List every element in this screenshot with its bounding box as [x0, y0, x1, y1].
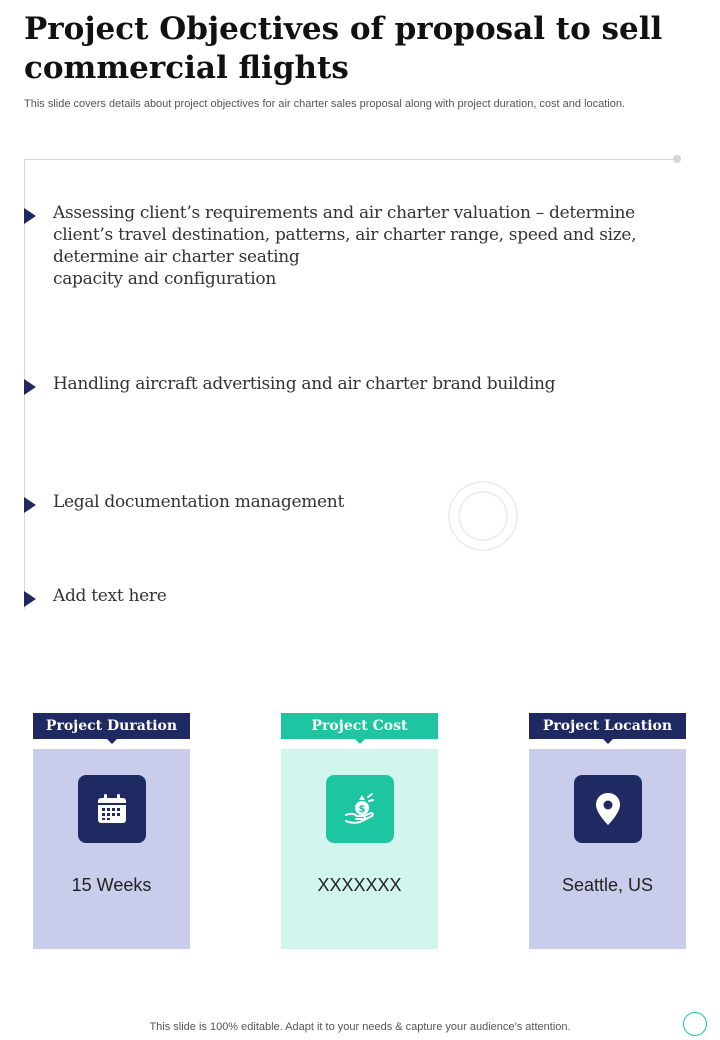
watermark-circle — [448, 481, 518, 551]
location-pin-icon — [574, 775, 642, 843]
card-header: Project Location — [529, 713, 686, 739]
objective-text: Legal documentation management — [53, 492, 344, 512]
money-hand-icon — [326, 775, 394, 843]
triangle-bullet-icon — [24, 591, 36, 607]
card-body — [33, 749, 190, 949]
card-header: Project Cost — [281, 713, 438, 739]
project-cost-card — [281, 713, 438, 895]
triangle-bullet-icon — [24, 379, 36, 395]
page-title: Project Objectives of proposal to sell commercial flights — [24, 11, 663, 86]
project-cost-value: XXXXXXX — [317, 875, 402, 895]
footer-note: This slide is 100% editable. Adapt it to your needs & capture your audience’s attention. — [149, 1021, 571, 1033]
project-duration-card — [33, 713, 190, 895]
calendar-icon — [78, 775, 146, 843]
triangle-bullet-icon — [24, 497, 36, 513]
frame-end-dot — [673, 155, 681, 163]
project-location-card — [529, 713, 686, 895]
card-header: Project Duration — [33, 713, 190, 739]
card-body — [281, 749, 438, 949]
frame-top-line — [24, 159, 676, 160]
card-body — [529, 749, 686, 949]
project-location-value: Seattle, US — [561, 875, 654, 895]
objective-text: Assessing client’s requirements and air charter valuation – determine client’s travel destination, patterns, air charter range, speed and size, determine air charter seating capacity and configuration — [53, 203, 637, 289]
objective-text: Add text here — [53, 586, 167, 606]
page-subtitle: This slide covers details about project objectives for air charter sales proposal along with project duration, cost and location. — [24, 98, 626, 110]
project-duration-value: 15 Weeks — [71, 875, 152, 895]
triangle-bullet-icon — [24, 208, 36, 224]
svg-text:$: $ — [358, 804, 366, 815]
objective-text: Handling aircraft advertising and air charter brand building — [53, 374, 556, 394]
corner-circle-icon — [683, 1012, 707, 1036]
